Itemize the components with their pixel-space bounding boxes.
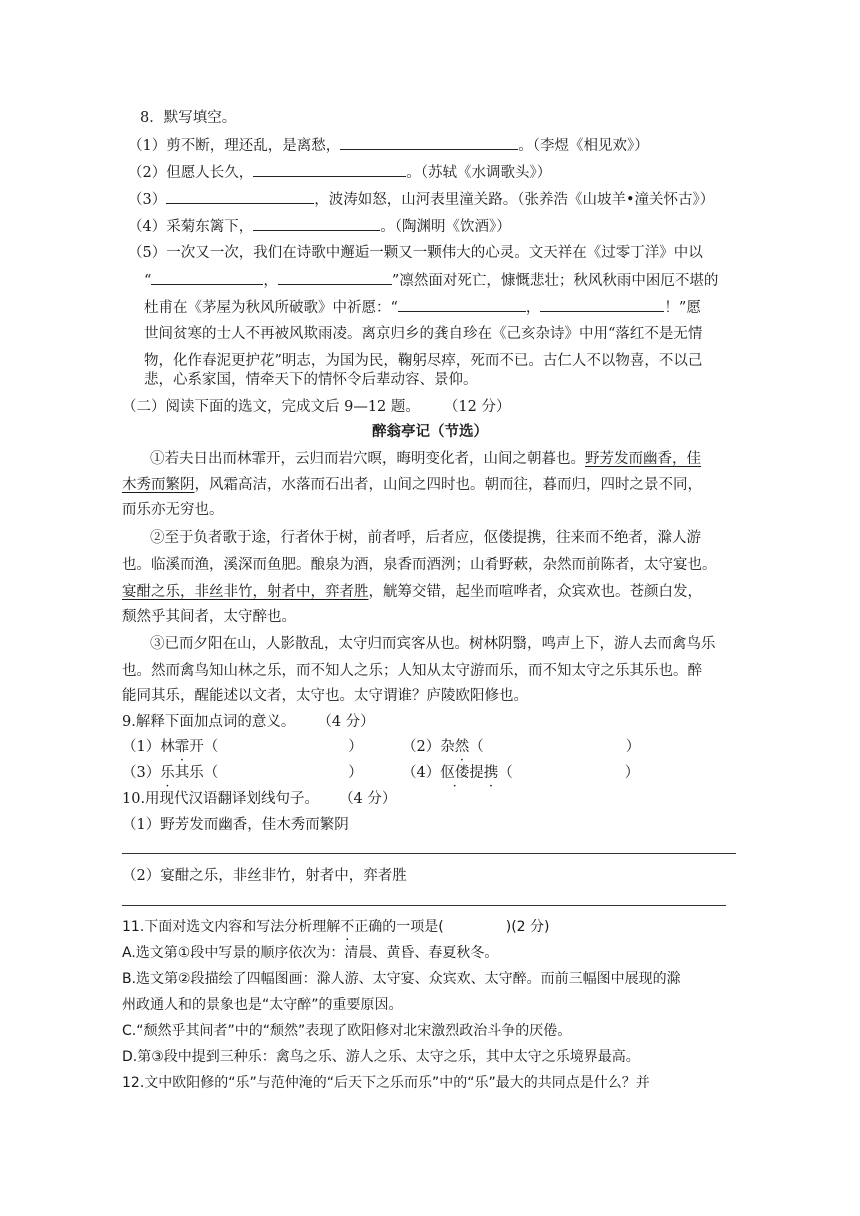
q9-item-3 [122, 763, 363, 783]
comma: ， [263, 273, 278, 289]
q9-score: （4 分） [317, 714, 375, 730]
paren-close: ） [348, 765, 363, 781]
q9-heading [122, 712, 375, 732]
q9-heading-text: 9.解释下面加点词的意义。 [122, 714, 296, 730]
q9-item-4 [402, 763, 639, 783]
q8-item-4-source: 。（陶渊明《饮酒》） [380, 219, 511, 235]
quote-open: “ [144, 273, 152, 289]
q9-item-1-pre: （1）林 [122, 739, 175, 755]
passage-p3-line-1: ③已而夕阳在山，人影散乱，太守归而宾客从也。树林阴翳，鸣声上下，游人去而禽鸟乐 [150, 636, 716, 652]
q8-item-5-line-3-end: ！”愿 [664, 300, 701, 316]
answer-blank[interactable] [540, 297, 664, 312]
q9-item-4-post: （ [498, 765, 513, 781]
q10-score: （4 分） [339, 791, 397, 807]
dotted-word: 不 [340, 919, 355, 935]
q10-item-1: （1）野芳发而幽香，佳木秀而繁阴 [122, 817, 349, 833]
q8-item-1 [128, 135, 649, 156]
q11-heading-text-2: 正确的一项是( [354, 919, 444, 935]
q8-item-5-line-4: 世间贫寒的士人不再被风欺雨凌。离京归乡的龚自珍在《己亥杂诗》中用“落红不是无情 [144, 326, 703, 342]
answer-blank[interactable] [166, 189, 314, 204]
q8-item-3-text: ，波涛如怒，山河表里潼关路。（张养浩《山坡羊•潼关怀古》） [314, 192, 715, 208]
passage-p1-line-2 [122, 475, 702, 495]
q11-option-a: A.选文第①段中写景的顺序依次为：清晨、黄昏、春夏秋冬。 [122, 945, 499, 961]
dotted-word: 携 [483, 765, 499, 781]
passage-p3-line-2: 也。然而禽鸟知山林之乐，而不知人之乐；人知从太守游而乐，而不知太守之乐其乐也。醉 [122, 663, 702, 679]
passage-p1-line-1 [150, 449, 701, 469]
q11-heading [122, 917, 549, 937]
q9-item-1-post: 开（ [189, 739, 219, 755]
answer-blank[interactable] [340, 135, 518, 150]
q8-heading: 8．默写填空。 [140, 110, 237, 126]
paren-close: ） [625, 739, 641, 755]
section-2-score: （12 分） [443, 399, 511, 415]
answer-line[interactable] [122, 905, 726, 906]
answer-blank[interactable] [253, 216, 380, 231]
q8-item-2-source: 。（苏轼《水调歌头》） [406, 165, 552, 181]
q11-score: )(2 分) [505, 919, 550, 935]
comma: ， [525, 300, 541, 316]
q9-item-3-pre: （3） [122, 765, 161, 781]
q11-heading-text: 11.下面对选文内容和写法分析理解 [122, 919, 341, 935]
passage-title: 醉翁亭记（节选） [372, 424, 488, 440]
q8-item-1-text: （1）剪不断，理还乱，是离愁， [128, 138, 341, 154]
q9-item-4-mid: 提 [469, 765, 484, 781]
q9-item-3-post: 其乐（ [174, 765, 219, 781]
paren-close: ） [624, 765, 640, 781]
passage-p1-line-3: 而乐亦无穷也。 [122, 502, 224, 518]
passage-p2-line-1: ②至于负者歌于途，行者休于树，前者呼，后者应，伛偻提携，往来而不绝者，滁人游 [150, 530, 701, 546]
q11-option-c: C.“颓然乎其间者”中的“颓然”表现了欧阳修对北宋激烈政治斗争的厌倦。 [122, 1023, 572, 1039]
q9-item-1 [122, 737, 363, 757]
q8-item-4-text: （4）采菊东篱下， [128, 219, 254, 235]
q8-item-5-line-6: 悲，心系家国，情牵天下的情怀令后辈动容、景仰。 [144, 372, 478, 388]
dotted-word: 乐 [160, 765, 175, 781]
q9-item-2 [402, 737, 640, 757]
q11-option-b-line-1: B.选文第②段描绘了四幅图画：滁人游、太守宴、众宾欢、太守醉。而前三幅图中展现的滁 [122, 971, 681, 987]
underlined-sentence-1-cont: 木秀而繁阴 [122, 477, 195, 493]
answer-blank[interactable] [398, 297, 526, 312]
p1-text: ，风霜高洁，水落而石出者，山间之四时也。朝而往，暮而归，四时之景不同， [194, 477, 702, 493]
q10-item-2: （2）宴酣之乐，非丝非竹，射者中，弈者胜 [122, 868, 407, 884]
q8-item-3-num: （3） [128, 192, 167, 208]
answer-blank[interactable] [151, 270, 263, 285]
q8-item-5-line-2-text: ”凛然面对死亡，慷慨悲壮；秋风秋雨中困厄不堪的 [391, 273, 719, 289]
q9-item-2-post: （ [469, 739, 484, 755]
q9-item-4-pre: （4） [402, 765, 441, 781]
section-2-label: （二）阅读下面的选文，完成文后 9—12 题。 [122, 399, 420, 415]
q10-heading [122, 789, 396, 809]
paren-close: ） [348, 739, 363, 755]
q8-item-1-source: 。（李煜《相见欢》） [518, 138, 649, 154]
passage-p2-line-2: 也。临溪而渔，溪深而鱼肥。酿泉为酒，泉香而酒洌；山肴野蔌，杂然而前陈者，太守宴也。 [122, 557, 717, 573]
q11-option-d: D.第③段中提到三种乐：禽鸟之乐、游人之乐、太守之乐，其中太守之乐境界最高。 [122, 1049, 640, 1065]
answer-line[interactable] [122, 853, 736, 854]
p2-text: ，觥筹交错，起坐而喧哗者，众宾欢也。苍颜白发， [368, 584, 702, 600]
section-2-heading [122, 397, 510, 417]
q9-item-2-pre: （2）杂 [402, 739, 455, 755]
q8-item-5-line-2 [144, 270, 718, 291]
q11-option-b-line-2: 州政通人和的景象也是“太守醉”的重要原因。 [122, 997, 403, 1013]
p1-text: ①若夫日出而林霏开，云归而岩穴暝，晦明变化者，山间之朝暮也。 [150, 451, 585, 467]
q8-item-3 [128, 189, 714, 210]
q8-item-2-text: （2）但愿人长久， [128, 165, 254, 181]
dotted-word: 然 [454, 739, 470, 755]
q8-item-5-line-3 [144, 297, 701, 318]
q10-heading-text: 10.用现代汉语翻译划线句子。 [122, 791, 320, 807]
passage-p2-line-4: 颓然乎其间者，太守醉也。 [122, 609, 296, 625]
dotted-word: 伛偻 [440, 765, 470, 781]
q8-item-4 [128, 216, 511, 237]
q8-item-5-line-5: 物，化作春泥更护花”明志，为国为民，鞠躬尽瘁，死而不已。古仁人不以物喜，不以己 [144, 353, 703, 369]
passage-p3-line-3: 能同其乐，醒能述以文者，太守也。太守谓谁？庐陵欧阳修也。 [122, 688, 528, 704]
q8-item-5-line-1: （5）一次又一次，我们在诗歌中邂逅一颗又一颗伟大的心灵。文天祥在《过零丁洋》中以 [128, 245, 703, 261]
q8-item-5-line-3-text: 杜甫在《茅屋为秋风所破歌》中祈愿：“ [144, 300, 398, 316]
passage-p2-line-3 [122, 582, 702, 602]
q8-item-2 [128, 162, 551, 183]
answer-blank[interactable] [253, 162, 406, 177]
dotted-word: 霏 [174, 739, 190, 755]
q12-line-1: 12.文中欧阳修的“乐”与范仲淹的“后天下之乐而乐”中的“乐”最大的共同点是什么？并 [122, 1075, 650, 1091]
underlined-sentence-1: 野芳发而幽香，佳 [585, 451, 701, 467]
answer-blank[interactable] [278, 270, 392, 285]
underlined-sentence-2: 宴酣之乐，非丝非竹，射者中，弈者胜 [122, 584, 369, 600]
